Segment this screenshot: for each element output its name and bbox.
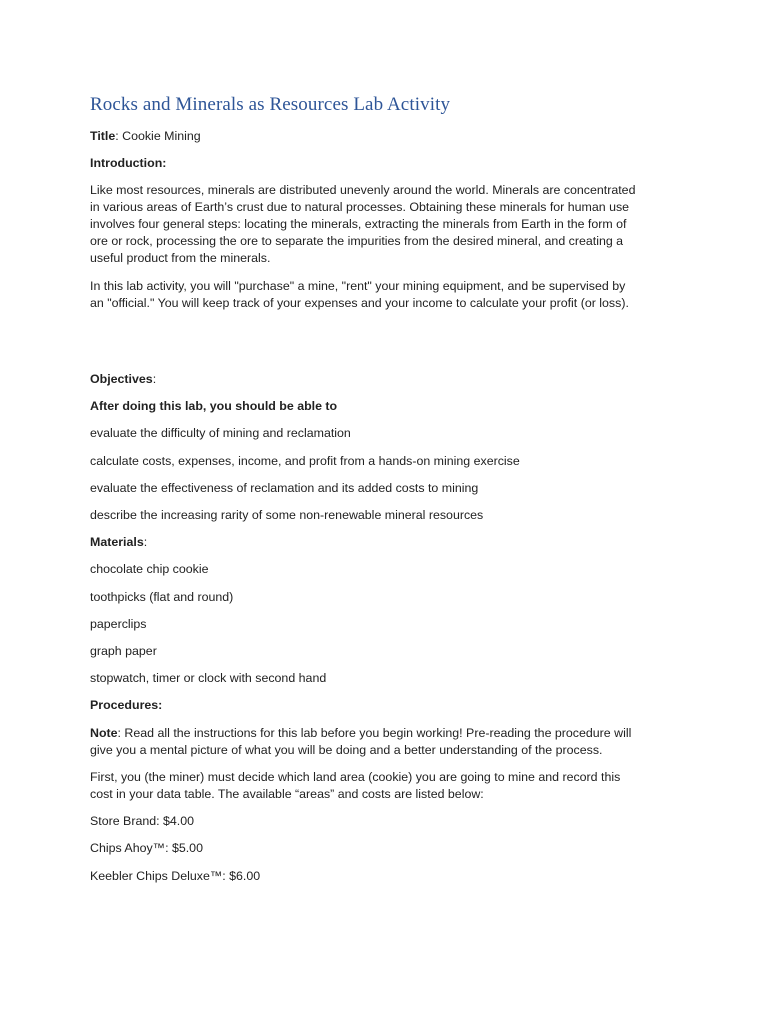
note-label: Note [90,726,118,740]
introduction-paragraph-2-line-2: an "official." You will keep track of your expenses and your income to calculate your profit (or loss). [90,296,629,310]
first-step-line-1: First, you (the miner) must decide which land area (cookie) you are going to mine and record this [90,770,621,784]
title-line [90,128,201,145]
objective-item: calculate costs, expenses, income, and profit from a hands-on mining exercise [90,454,520,468]
material-item: chocolate chip cookie [90,562,209,576]
introduction-paragraph-1-line-5: useful product from the minerals. [90,251,271,265]
introduction-paragraph-1-line-2: in various areas of Earth’s crust due to natural processes. Obtaining these minerals for human use [90,200,630,214]
introduction-paragraph-2-line-1: In this lab activity, you will "purchase" a mine, "rent" your mining equipment, and be supervised by [90,279,626,293]
procedures-heading: Procedures: [90,698,163,712]
title-text: : Cookie Mining [115,129,201,143]
introduction-paragraph-1-line-4: ore or rock, processing the ore to separate the impurities from the desired mineral, and creating a [90,234,624,248]
material-item: toothpicks (flat and round) [90,590,234,604]
document-title: Rocks and Minerals as Resources Lab Activity [90,94,451,115]
material-item: stopwatch, timer or clock with second hand [90,671,327,685]
objective-item: evaluate the effectiveness of reclamation and its added costs to mining [90,481,479,495]
material-item: paperclips [90,617,147,631]
first-step-line-2: cost in your data table. The available “areas” and costs are listed below: [90,787,484,801]
area-cost-item: Store Brand: $4.00 [90,814,195,828]
note-line-1: Note: Read all the instructions for this lab before you begin working! Pre-reading the procedure will [90,726,632,740]
materials-heading: Materials: [90,535,148,549]
material-item: graph paper [90,644,157,658]
objectives-lead: After doing this lab, you should be able to [90,399,338,413]
objective-item: evaluate the difficulty of mining and reclamation [90,426,351,440]
introduction-paragraph-1-line-3: involves four general steps: locating the minerals, extracting the minerals from Earth in the form of [90,217,627,231]
area-cost-item: Keebler Chips Deluxe™: $6.00 [90,869,261,883]
title-label: Title [90,129,116,143]
introduction-heading: Introduction: [90,156,167,170]
note-line-2: give you a mental picture of what you will be doing and a better understanding of the process. [90,743,603,757]
introduction-paragraph-1-line-1: Like most resources, minerals are distributed unevenly around the world. Minerals are concentrated [90,183,636,197]
objectives-heading: Objectives: [90,372,157,386]
objective-item: describe the increasing rarity of some non-renewable mineral resources [90,508,484,522]
area-cost-item: Chips Ahoy™: $5.00 [90,841,203,855]
